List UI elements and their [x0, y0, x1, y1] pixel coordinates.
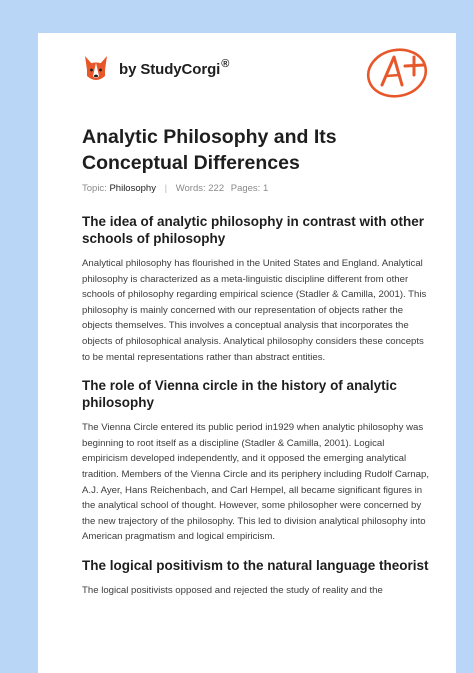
- brand-logo[interactable]: [82, 52, 229, 86]
- section-heading: The idea of analytic philosophy in contrast with other schools of philosophy: [82, 214, 425, 246]
- corgi-logo-icon: [82, 54, 110, 84]
- topic-label: Topic:: [82, 183, 107, 194]
- document-body: [82, 213, 432, 599]
- topic-link[interactable]: Philosophy: [109, 183, 156, 194]
- document-title: Analytic Philosophy and Its Conceptual Differences: [82, 126, 337, 174]
- section-paragraph: The logical positivists opposed and rejected the study of reality and the: [82, 584, 383, 596]
- section-heading: The role of Vienna circle in the history of analytic philosophy: [82, 378, 397, 411]
- brand-name: by StudyCorgi®: [119, 57, 230, 78]
- document-page: [38, 33, 456, 673]
- page-count: Pages: 1: [230, 183, 269, 194]
- section-paragraph: Analytical philosophy has flourished in the United States and England. Analytical philosophy is characterized as a meta-linguistic discipline different from other schools of philosophy regarding empirical science (Stadler & Camilla, 2001). This philosophy is mainly concerned with our representation of objects rather the objects themselves. This involves a conceptual analysis that incorporates the objects of philosophical analysis. Analytical philosophy considers these concepts to be mental representations rather than abstract entities.: [82, 258, 427, 363]
- section-paragraph: The Vienna Circle entered its public period in1929 when analytic philosophy was beginning to root itself as a discipline (Stadler & Camilla, 2001). Logical empiricism developed independently, and it opposed the emerging analytical tradition. Members of the Vienna Circle and its periphery including Rudolf Carnap, A.J. Ayer, Hans Reichenbach, and Carl Hempel, all became significant figures in the analytical school of thought. However, some philosopher were concerned by the new trajectory of the philosophy. This led to division analytical philosophy into American pragmatism and logical empiricism.: [82, 422, 429, 543]
- a-plus-grade-icon: [364, 43, 438, 99]
- word-count: Words: 222: [175, 183, 225, 194]
- section-heading: The logical positivism to the natural language theorist: [82, 557, 429, 573]
- document-meta: [82, 183, 268, 194]
- meta-divider: |: [164, 183, 168, 194]
